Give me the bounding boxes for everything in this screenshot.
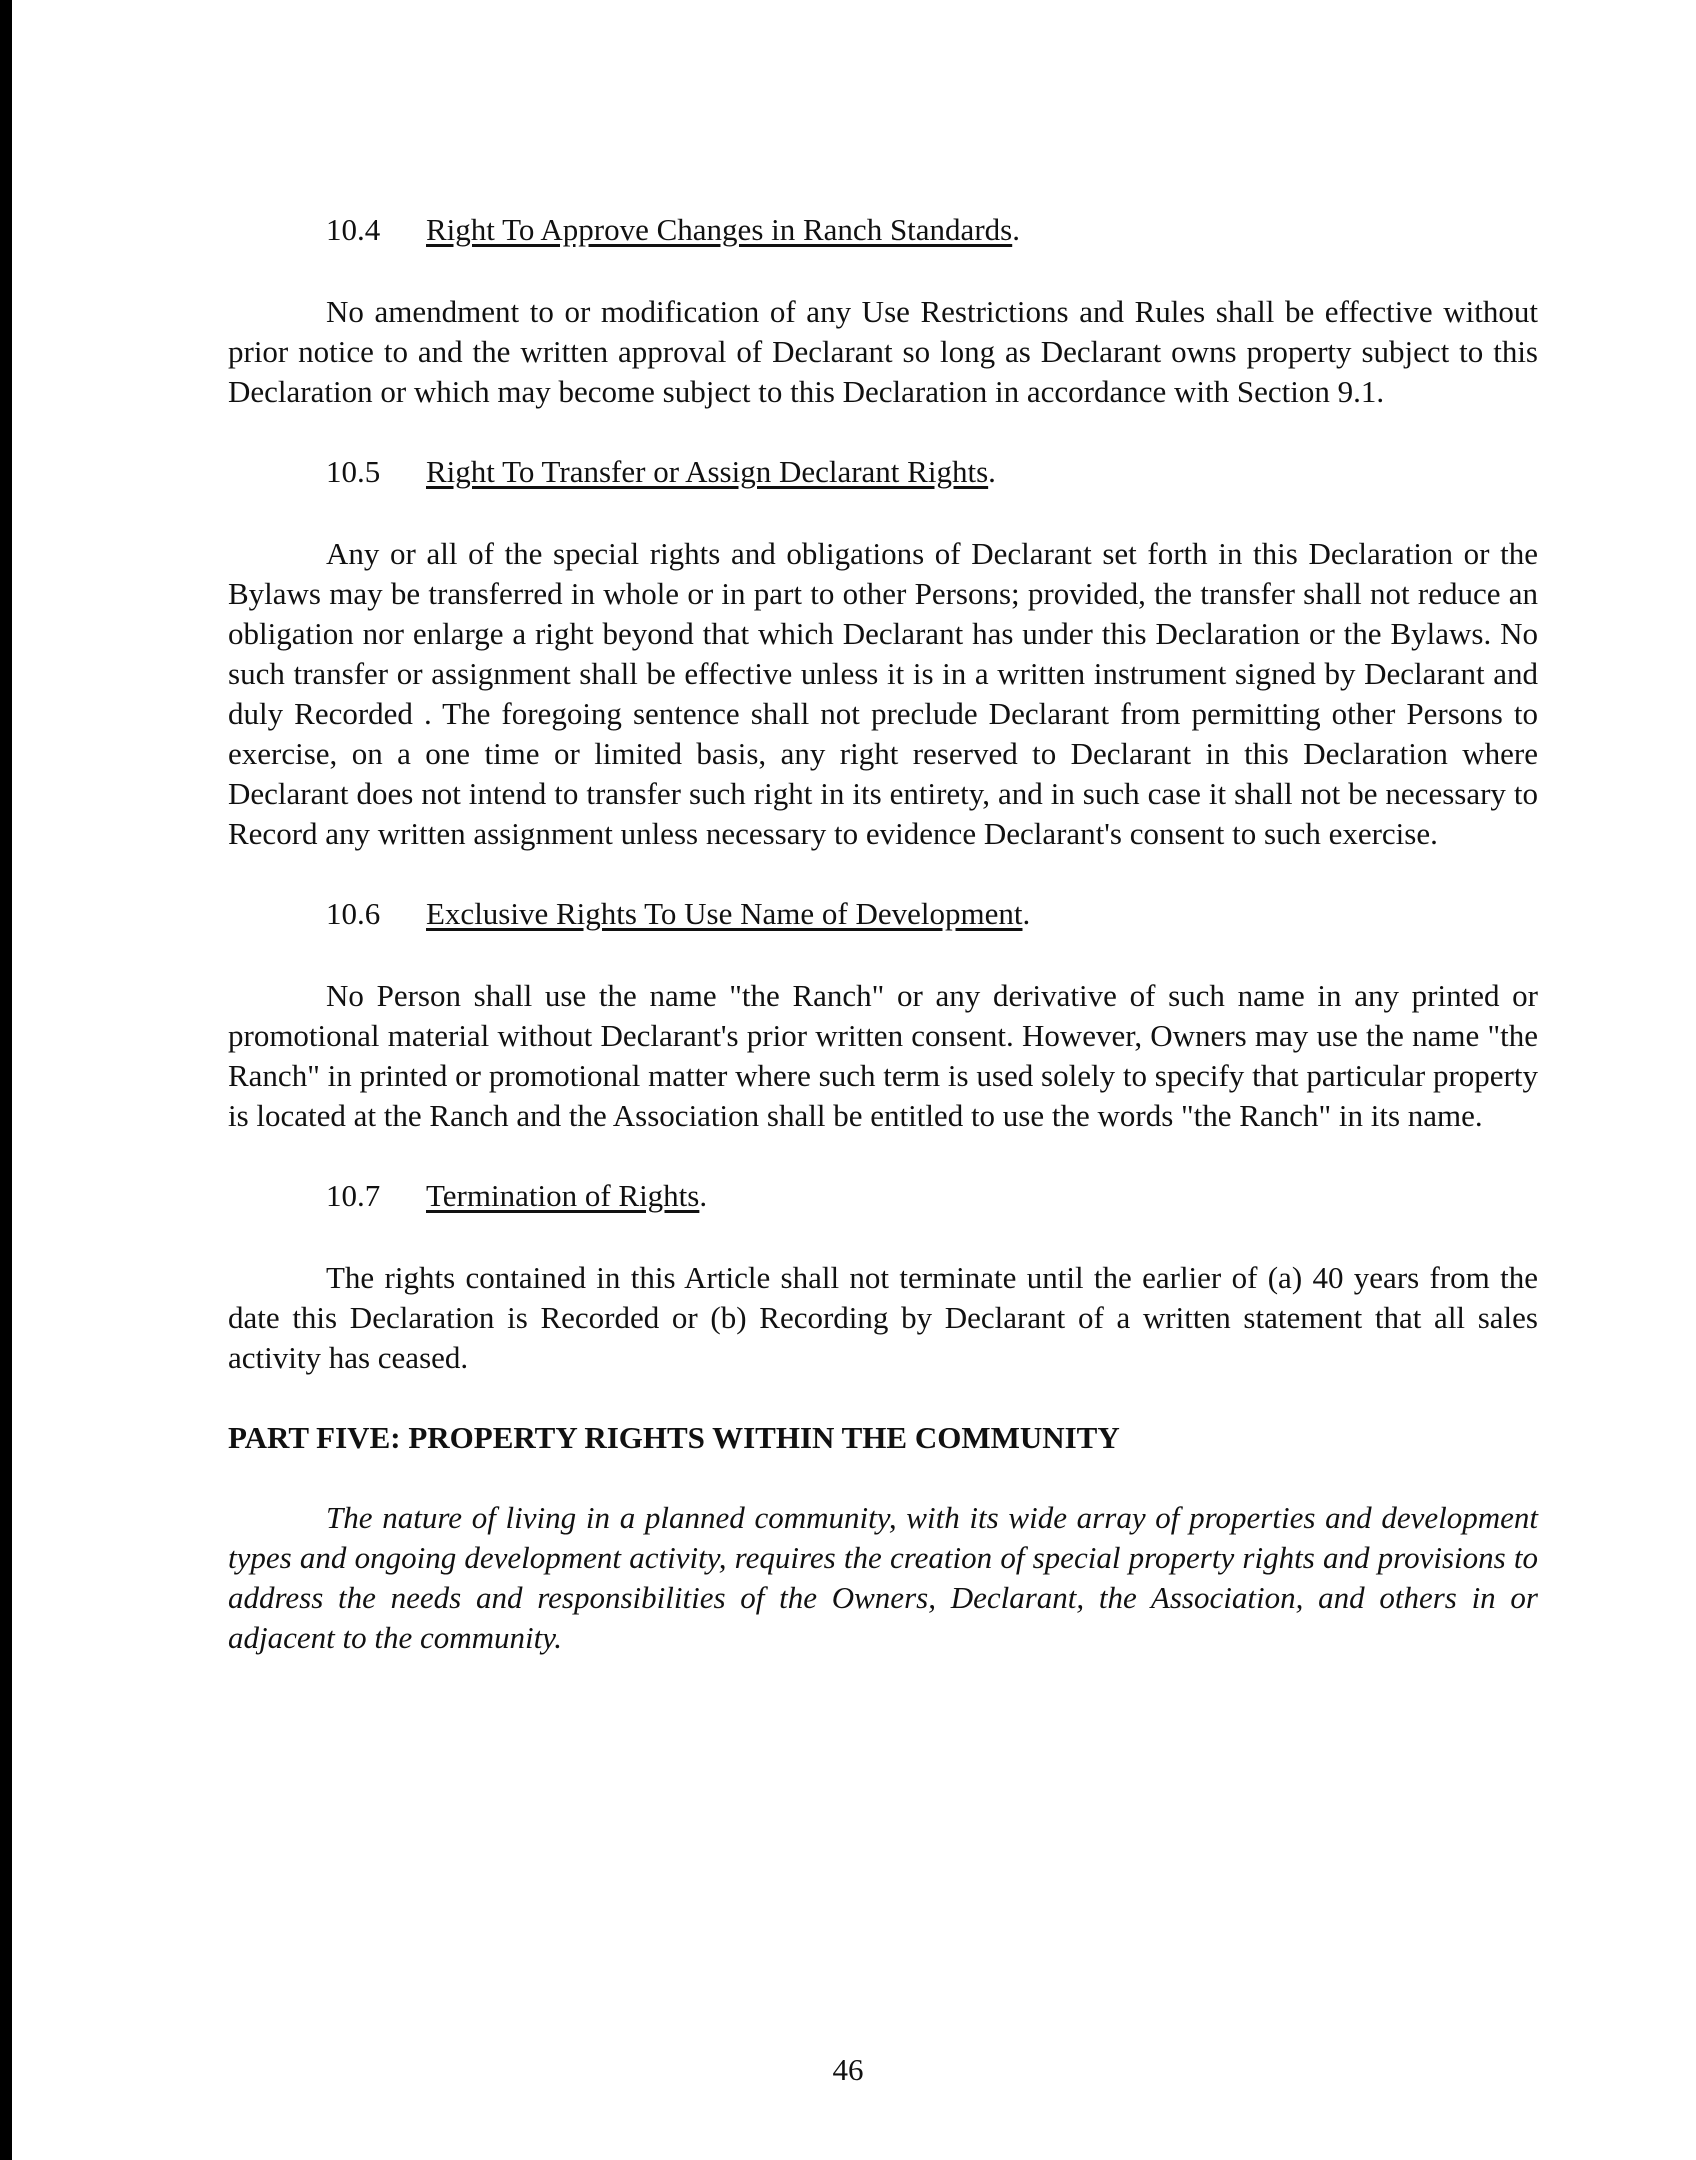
section-body-10-6: No Person shall use the name "the Ranch" or any derivative of such name in any printed or promotional material without Declarant's prior written consent. However, Owners may use the name "the Ranch" in printed or promotional matter where such term is used solely to specify that particular property is located at the Ranch and the Association shall be entitled to use the words "the Ranch" in its name. — [228, 978, 1538, 1133]
document-page — [228, 210, 1538, 1698]
section-title: Right To Approve Changes in Ranch Standards — [426, 212, 1013, 247]
section-number: 10.5 — [326, 454, 381, 489]
page-number: 46 — [832, 2052, 864, 2087]
section-heading-10-6: 10.6 Exclusive Rights To Use Name of Development. — [228, 894, 1538, 934]
section-number: 10.4 — [326, 212, 381, 247]
part-intro: The nature of living in a planned community, with its wide array of properties and development types and ongoing development activity, requires the creation of special property rights and provisions to address the needs and responsibilities of the Owners, Declarant, the Association, and others in or adjacent to the community. — [228, 1500, 1538, 1655]
section-number: 10.6 — [326, 896, 381, 931]
section-heading-10-5: 10.5 Right To Transfer or Assign Declarant Rights. — [228, 452, 1538, 492]
section-heading-10-4: 10.4 Right To Approve Changes in Ranch Standards. — [228, 210, 1538, 250]
section-body-10-7: The rights contained in this Article shall not terminate until the earlier of (a) 40 years from the date this Declaration is Recorded or (b) Recording by Declarant of a written statement that all sales activity has ceased. — [228, 1260, 1538, 1375]
section-heading-10-7: 10.7 Termination of Rights. — [228, 1176, 1538, 1216]
section-title: Exclusive Rights To Use Name of Development — [426, 896, 1023, 931]
section-title: Termination of Rights — [426, 1178, 700, 1213]
section-number: 10.7 — [326, 1178, 381, 1213]
section-body-10-5: Any or all of the special rights and obligations of Declarant set forth in this Declaration or the Bylaws may be transferred in whole or in part to other Persons; provided, the transfer shall not reduce an obligation nor enlarge a right beyond that which Declarant has under this Declaration or the Bylaws. No such transfer or assignment shall be effective unless it is in a written instrument signed by Declarant and duly Recorded . The foregoing sentence shall not preclude Declarant from permitting other Persons to exercise, on a one time or limited basis, any right reserved to Declarant in this Declaration where Declarant does not intend to transfer such right in its entirety, and in such case it shall not be necessary to Record any written assignment unless necessary to evidence Declarant's consent to such exercise. — [228, 536, 1538, 851]
section-body-10-4: No amendment to or modification of any Use Restrictions and Rules shall be effective without prior notice to and the written approval of Declarant so long as Declarant owns property subject to this Declaration or which may become subject to this Declaration in accordance with Section 9.1. — [228, 294, 1538, 409]
part-title: PART FIVE: PROPERTY RIGHTS WITHIN THE COMMUNITY — [228, 1420, 1120, 1455]
scan-edge — [0, 0, 12, 2160]
section-title: Right To Transfer or Assign Declarant Rights — [426, 454, 989, 489]
